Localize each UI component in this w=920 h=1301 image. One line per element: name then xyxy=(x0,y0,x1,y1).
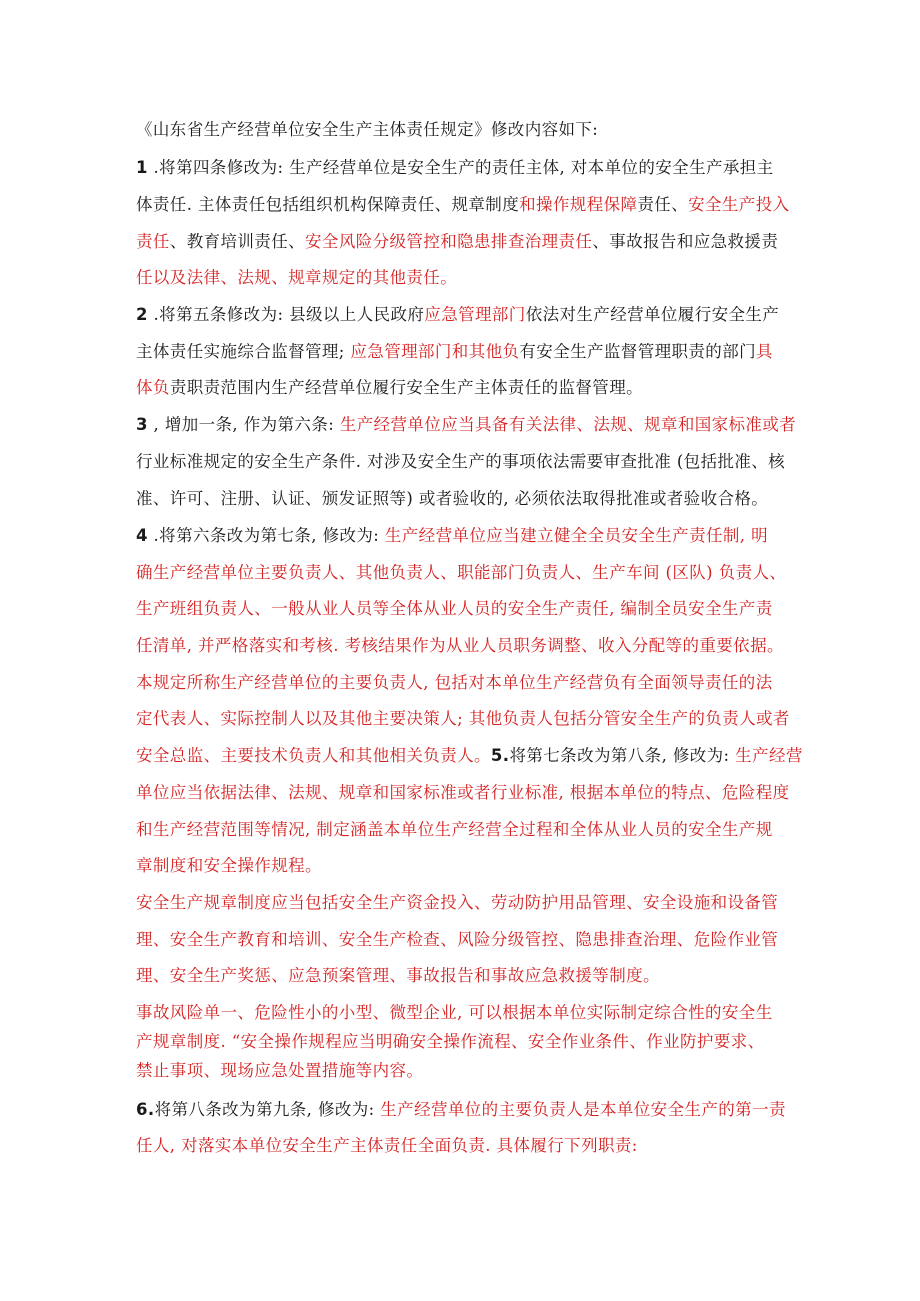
text-line xyxy=(136,112,598,148)
text-line xyxy=(136,407,796,443)
text-line xyxy=(136,297,779,333)
text-line xyxy=(136,738,803,774)
highlighted-text: 禁止事项、现场应急处置措施等内容。 xyxy=(136,1061,424,1080)
highlighted-text: 生产经营单位的主要负责人是本单位安全生产的第一责 xyxy=(380,1100,786,1119)
text-line xyxy=(136,591,773,627)
text-line xyxy=(136,848,322,884)
highlighted-text: 安全风险分级管控和隐患排查治理责任 xyxy=(305,232,593,251)
highlighted-text: 生产经营单位应当具备有关法律、法规、规章和国家标准或者 xyxy=(339,415,797,434)
text-line xyxy=(136,665,773,701)
text-line xyxy=(136,481,768,517)
text-segment: 责任、 xyxy=(637,195,689,214)
text-segment: 、事故报告和应急救援责 xyxy=(592,232,779,251)
text-segment: 依法对生产经营单位履行安全生产 xyxy=(525,305,780,324)
highlighted-text: 生产经营单位应当建立健全全员安全生产责任制, 明 xyxy=(384,526,768,545)
text-line xyxy=(136,518,768,554)
highlighted-text: 本规定所称生产经营单位的主要负责人, 包括对本单位生产经营负有全面领导责任的法 xyxy=(136,673,773,692)
text-line xyxy=(136,701,790,737)
text-segment: .将第四条修改为: 生产经营单位是安全生产的责任主体, 对本单位的安全生产承担主 xyxy=(147,158,774,177)
text-line xyxy=(136,150,774,186)
item-number: 4 xyxy=(136,526,148,545)
item-number: 1 xyxy=(136,158,148,177)
text-line xyxy=(136,775,790,811)
highlighted-text: 理、安全生产奖惩、应急预案管理、事故报告和事故应急救援等制度。 xyxy=(136,966,660,985)
text-line xyxy=(136,260,457,296)
item-number: 6. xyxy=(136,1100,155,1119)
text-line xyxy=(136,1128,638,1164)
highlighted-text: 生产经营 xyxy=(735,746,803,765)
text-line xyxy=(136,628,784,664)
text-line xyxy=(136,1092,786,1128)
highlighted-text: 应急管理部门和其他负 xyxy=(350,342,520,361)
text-line xyxy=(136,224,778,260)
highlighted-text: 生产班组负责人、一般从业人员等全体从业人员的安全生产责任, 编制全员安全生产责 xyxy=(136,599,773,618)
text-segment: .将第六条改为第七条, 修改为: xyxy=(147,526,385,545)
text-segment: 主体责任实施综合监督管理; xyxy=(136,342,351,361)
highlighted-text: 任清单, 并严格落实和考核. 考核结果作为从业人员职务调整、收入分配等的重要依据。 xyxy=(136,636,784,655)
highlighted-text: 确生产经营单位主要负责人、其他负责人、职能部门负责人、生产车间 (区队) 负责人、 xyxy=(136,563,787,582)
text-segment: 将第八条改为第九条, 修改为: xyxy=(154,1100,381,1119)
highlighted-text: 和生产经营范围等情况, 制定涵盖本单位生产经营全过程和全体从业人员的安全生产规 xyxy=(136,820,773,839)
text-line xyxy=(136,958,660,994)
highlighted-text: 事故风险单一、危险性小的小型、微型企业, 可以根据本单位实际制定综合性的安全生 xyxy=(136,1003,773,1022)
highlighted-text: 安全生产规章制度应当包括安全生产资金投入、劳动防护用品管理、安全设施和设备管 xyxy=(136,893,779,912)
highlighted-text: 具 xyxy=(756,342,773,361)
highlighted-text: 和操作规程保障 xyxy=(519,195,638,214)
text-segment: 将第七条改为第八条, 修改为: xyxy=(509,746,736,765)
highlighted-text: 安全总监、主要技术负责人和其他相关负责人。 xyxy=(136,746,491,765)
text-segment: 体责任. 主体责任包括组织机构保障责任、规章制度 xyxy=(136,195,520,214)
text-line xyxy=(136,370,643,406)
text-segment: 、教育培训责任、 xyxy=(169,232,306,251)
highlighted-text: 任人, 对落实本单位安全生产主体责任全面负责. 具体履行下列职责: xyxy=(136,1136,638,1155)
text-line xyxy=(136,187,790,223)
text-segment: 有安全生产监督管理职责的部门 xyxy=(519,342,757,361)
text-line xyxy=(136,922,778,958)
highlighted-text: 章制度和安全操作规程。 xyxy=(136,856,322,875)
text-line xyxy=(136,444,785,480)
text-line xyxy=(136,885,778,921)
text-line xyxy=(136,334,773,370)
text-line xyxy=(136,1053,423,1089)
highlighted-text: 安全生产投入 xyxy=(688,195,790,214)
highlighted-text: 理、安全生产教育和培训、安全生产检查、风险分级管控、隐患排查治理、危险作业管 xyxy=(136,930,779,949)
text-segment: 行业标准规定的安全生产条件. 对涉及安全生产的事项依法需要审查批准 (包括批准、核 xyxy=(136,452,786,471)
highlighted-text: 责任 xyxy=(136,232,170,251)
highlighted-text: 产规章制度. “安全操作规程应当明确安全操作流程、安全作业条件、作业防护要求、 xyxy=(136,1032,765,1051)
text-segment: .将第五条修改为: 县级以上人民政府 xyxy=(147,305,425,324)
item-number: 5. xyxy=(490,746,510,765)
highlighted-text: 任以及法律、法规、规章规定的其他责任。 xyxy=(136,268,458,287)
text-segment: 责职责范围内生产经营单位履行安全生产主体责任的监督管理。 xyxy=(169,378,644,397)
text-segment: , 增加一条, 作为第六条: xyxy=(147,415,340,434)
highlighted-text: 体负 xyxy=(136,378,170,397)
item-number: 3 xyxy=(136,415,148,434)
item-number: 2 xyxy=(136,305,148,324)
text-line xyxy=(136,555,786,591)
highlighted-text: 应急管理部门 xyxy=(424,305,526,324)
text-segment: 准、许可、注册、认证、颁发证照等) 或者验收的, 必须依法取得批准或者验收合格。 xyxy=(136,489,769,508)
text-segment: 《山东省生产经营单位安全生产主体责任规定》修改内容如下: xyxy=(136,120,599,139)
highlighted-text: 单位应当依据法律、法规、规章和国家标准或者行业标准, 根据本单位的特点、危险程度 xyxy=(136,783,790,802)
text-line xyxy=(136,812,773,848)
highlighted-text: 定代表人、实际控制人以及其他主要决策人; 其他负责人包括分管安全生产的负责人或者 xyxy=(136,709,790,728)
